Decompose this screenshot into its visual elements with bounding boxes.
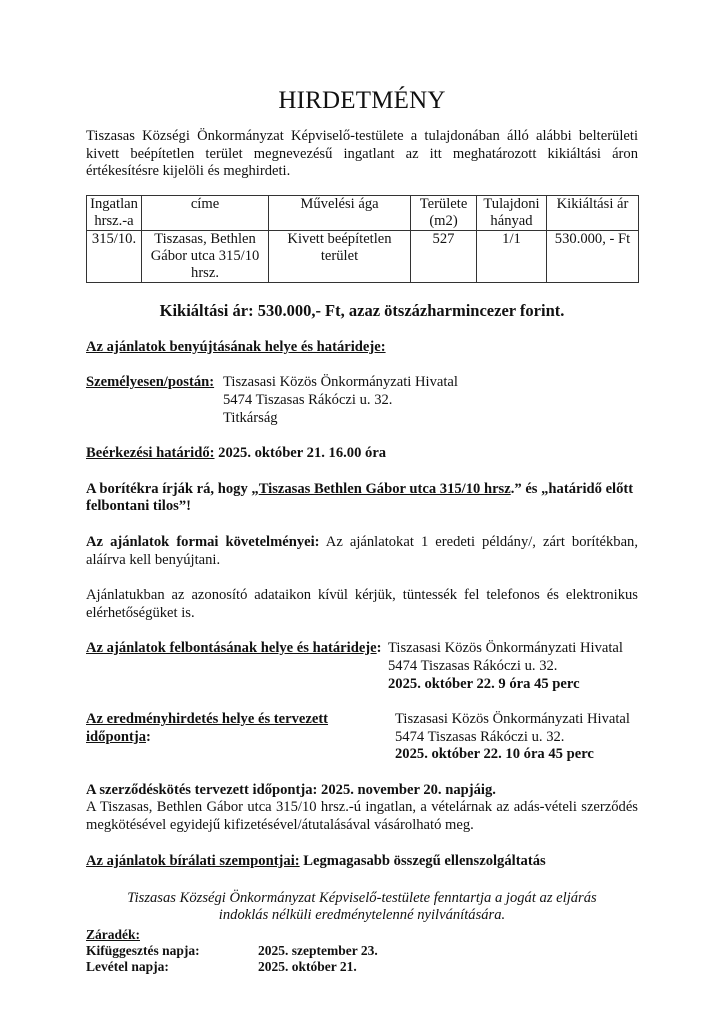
submission-label: Személyesen/postán: [86, 374, 215, 391]
results-block [86, 711, 638, 764]
property-table [86, 195, 639, 283]
cell-address: Tiszasas, Bethlen Gábor utca 315/10 hrsz. [142, 230, 269, 282]
zaradek-label: Kifüggesztés napja: [86, 943, 200, 959]
address-line: Tiszasasi Közös Önkormányzati Hivatal [395, 711, 630, 728]
opening-address [388, 640, 623, 693]
table-header-row [87, 195, 639, 230]
opening-label: Az ajánlatok felbontásának helye és határideje [86, 640, 377, 657]
table-row [87, 230, 639, 282]
contact-note: Ajánlatukban az azonosító adataikon kívül kérjük, tüntessék fel telefonos és elektronikus elérhetőségüket is. [86, 587, 638, 621]
opening-block [86, 640, 638, 693]
submission-address [223, 374, 458, 427]
criteria-label: Az ajánlatok bírálati szempontjai: [86, 852, 300, 869]
envelope-underlined: Tiszasas Bethlen Gábor utca 315/10 hrsz [258, 480, 511, 497]
formal-requirements [86, 534, 638, 569]
reservation-note: Tiszasas Községi Önkormányzat Képviselő-testülete fenntartja a jogát az eljárás indoklás nélküli eredménytelenné nyilvánítására. [127, 890, 597, 924]
address-line: 5474 Tiszasas Rákóczi u. 32. [223, 391, 393, 408]
results-colon: : [146, 728, 151, 745]
results-address [395, 711, 630, 764]
header-cell: Kikiáltási ár [547, 195, 639, 230]
results-label-wrap [86, 711, 395, 764]
submission-label-wrap [86, 374, 223, 427]
criteria-line [86, 853, 638, 871]
intro-paragraph: Tiszasas Községi Önkormányzat Képviselő-testülete a tulajdonában álló alábbi belterületi kivett beépítetlen terület megnevezésű ingatlant az itt meghatározott kikiáltási áron értékesítésre kijelöli és meghirdeti. [86, 128, 638, 180]
header-cell: Tulajdoni hányad [477, 195, 547, 230]
deadline-value: 2025. október 21. 16.00 óra [218, 445, 387, 462]
contract-heading: A szerződéskötés tervezett időpontja: 2025. november 20. napjáig. [86, 781, 496, 798]
address-line: Tiszasasi Közös Önkormányzati Hivatal [388, 640, 623, 657]
zaradek-label: Levétel napja: [86, 959, 169, 975]
zaradek-value: 2025. október 21. [258, 959, 357, 975]
header-cell: Művelési ága [269, 195, 411, 230]
envelope-prefix: A borítékra írják rá, hogy „ [86, 480, 259, 497]
zaradek-block [86, 927, 638, 975]
opening-label-wrap [86, 640, 388, 693]
header-cell: Ingatlan hrsz.-a [87, 195, 142, 230]
envelope-instruction [86, 481, 638, 516]
submission-block [86, 374, 638, 427]
deadline-line [86, 445, 638, 463]
cell-cultivation: Kivett beépítetlen terület [269, 230, 411, 282]
address-line: 5474 Tiszasas Rákóczi u. 32. [388, 657, 558, 674]
deadline-label: Beérkezési határidő: [86, 445, 215, 462]
header-cell: Területe (m2) [411, 195, 477, 230]
cell-hrsz: 315/10. [87, 230, 142, 282]
results-datetime: 2025. október 22. 10 óra 45 perc [395, 746, 594, 763]
zaradek-line [86, 943, 638, 959]
formal-text: Az ajánlatokat 1 eredeti példány/, zárt borítékban, aláírva kell benyújtani. [86, 533, 638, 568]
address-line: Titkárság [223, 409, 278, 426]
envelope-suffix: .” és „határidő előtt felbontani tilos”! [86, 480, 634, 515]
opening-colon: : [376, 640, 382, 657]
formal-label: Az ajánlatok formai követelményei: [86, 533, 320, 550]
cell-area: 527 [411, 230, 477, 282]
document-title: HIRDETMÉNY [278, 87, 446, 114]
opening-datetime: 2025. október 22. 9 óra 45 perc [388, 675, 580, 692]
document-page [86, 86, 638, 975]
results-label: Az eredményhirdetés helye és tervezett időpontja [86, 711, 329, 745]
zaradek-heading: Záradék: [86, 927, 140, 943]
submission-heading: Az ajánlatok benyújtásának helye és határideje: [86, 338, 386, 355]
criteria-value: Legmagasabb összegű ellenszolgáltatás [299, 852, 546, 869]
starting-price: Kikiáltási ár: 530.000,- Ft, azaz ötszázharmincezer forint. [159, 300, 565, 320]
header-cell: címe [142, 195, 269, 230]
zaradek-value: 2025. szeptember 23. [258, 943, 378, 959]
address-line: Tiszasasi Közös Önkormányzati Hivatal [223, 374, 458, 391]
contract-text: A Tiszasas, Bethlen Gábor utca 315/10 hrsz.-ú ingatlan, a vételárnak az adás-vételi szerződés megkötésével egyidejű kifizetésével/átutalásával vásárolható meg. [86, 799, 638, 834]
cell-share: 1/1 [477, 230, 547, 282]
cell-price: 530.000, - Ft [547, 230, 639, 282]
zaradek-line [86, 959, 638, 975]
address-line: 5474 Tiszasas Rákóczi u. 32. [395, 728, 565, 745]
